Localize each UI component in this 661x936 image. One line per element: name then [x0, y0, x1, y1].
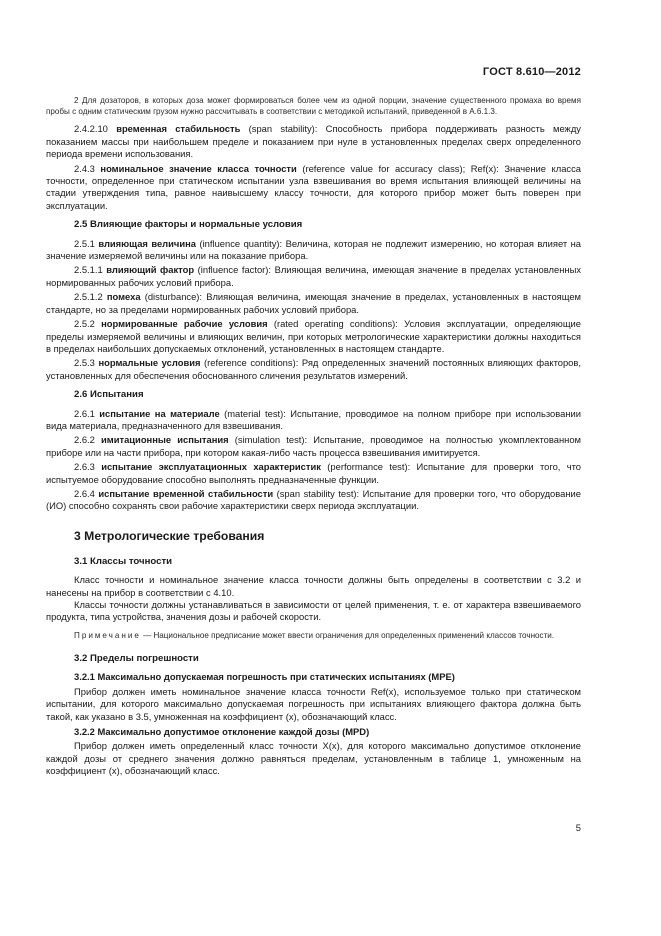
page-number: 5 [575, 822, 581, 833]
paragraph-3-1-1: Класс точности и номинальное значение класса точности должны быть определены в соответствии с 3.2 и нанесены на прибор в соответствии с 4.10. [46, 574, 581, 598]
item-number: 2.6.3 [74, 461, 95, 473]
item-number: 2.5.1.2 [74, 291, 103, 303]
item-text: (influence quantity): Величина, которая не подлежит измерению, но которая влияет на значение измеряемой величины или на показание прибора. [46, 237, 581, 262]
section-3-2-1-heading: 3.2.1 Максимально допускаемая погрешность при статических испытаниях (MPE) [74, 671, 455, 683]
definition-item [46, 163, 581, 213]
item-number: 2.5.2 [74, 318, 95, 330]
item-term: номинальное значение класса точности [100, 162, 297, 174]
item-number: 2.6.4 [74, 487, 95, 499]
item-term: временная стабильность [116, 123, 241, 135]
item-number: 2.5.1 [74, 237, 95, 249]
section-2-6-heading: 2.6 Испытания [74, 389, 144, 401]
item-text: (reference value for accuracy class); Ref(x): Значение класса точности, определенное при статическом испытании узла взвешивания во время испытания влияющей величины на стадии утверждения типа, равное наивысшему классу точности, для которого прибор может быть поверен при эксплуатации. [46, 162, 581, 211]
item-text: (disturbance): Влияющая величина, имеющая значение в пределах, установленных в настоящем стандарте, но за пределами нормированных рабочих условий прибора. [46, 291, 582, 315]
definition-item [46, 264, 581, 289]
note-2: 2 Для дозаторов, в которых доза может формироваться более чем из одной порции, значение существенного промаха во время пробы с одним статическим грузом нужно рассчитывать в соответствии с методикой испытаний, приведенной в А.6.1.3. [46, 96, 581, 117]
items-group-2-5 [46, 238, 581, 382]
note-label: Примечание [74, 630, 141, 640]
item-number: 2.4.3 [74, 162, 95, 174]
definition-item [46, 488, 581, 513]
definition-item [46, 238, 581, 263]
item-text: (simulation test): Испытание, проводимое на полностью укомплектованном приборе или на части прибора, при котором какая-либо часть процесса взвешивания имитируется. [46, 434, 581, 458]
items-group-1 [46, 123, 581, 212]
definition-item [46, 461, 581, 486]
definition-item [46, 408, 581, 433]
standard-header: ГОСТ 8.610—2012 [482, 66, 581, 78]
item-term: влияющий фактор [106, 264, 195, 276]
section-3-2-heading: 3.2 Пределы погрешности [74, 653, 199, 665]
note-text: — Национальное предписание может ввести ограничения для определенных применений классов точности. [140, 630, 555, 640]
item-text: (rated operating conditions): Условия эксплуатации, определяющие пределы измеряемой величины и влияющих величин, при которых метрологические характеристики должны находиться в пределах наибольших допускаемых отклонений, установленных в настоящем стандарте. [46, 318, 582, 354]
item-number: 2.5.1.1 [74, 264, 103, 276]
paragraph-3-1-2: Классы точности должны устанавливаться в зависимости от целей применения, т. е. от характера взвешиваемого продукта, типа устройства, значения дозы и рабочей скорости. [46, 599, 581, 623]
section-2-5-heading: 2.5 Влияющие факторы и нормальные условия [74, 219, 303, 231]
item-term: испытание на материале [99, 407, 220, 419]
definition-item [46, 291, 581, 316]
item-text: (span stability): Способность прибора поддерживать разность между показанием массы при наибольшем пределе и показанием при нуле в установленных пределах сверх определенного периода времени использования. [46, 123, 581, 160]
definition-item [46, 357, 581, 382]
section-3-2-2-heading: 3.2.2 Максимально допустимое отклонение каждой дозы (MPD) [74, 726, 370, 738]
paragraph-3-2-2: Прибор должен иметь определенный класс точности X(x), для которого максимально допустимое отклонение каждой дозы от среднего значения должно равняться пределам, установленным в таблице 1, умноженным на коэффициент (x), обозначающий класс. [46, 740, 581, 777]
items-group-2-6 [46, 408, 581, 513]
item-text: (material test): Испытание, проводимое на полном приборе при использовании вида материала, предназначенного для взвешивания. [46, 407, 582, 431]
definition-item [46, 434, 581, 459]
item-term: испытание временной стабильности [98, 487, 274, 499]
item-number: 2.6.2 [74, 434, 95, 446]
item-number: 2.5.3 [74, 357, 95, 369]
item-text: (influence factor): Влияющая величина, имеющая значение в пределах установленных нормированных рабочих условий прибора. [46, 264, 582, 288]
item-term: влияющая величина [98, 237, 196, 249]
paragraph-3-2-1: Прибор должен иметь номинальное значение класса точности Ref(x), используемое только при статическом испытании, для которого максимально допускаемая погрешность при испытаниях влияющего фактора должна быть такой, как указано в 3.5, умноженная на коэффициент (x), обозначающий класс. [46, 685, 581, 722]
definition-item [46, 318, 581, 355]
item-term: нормированные рабочие условия [101, 318, 268, 330]
item-text: (reference conditions): Ряд определенных значений постоянных влияющих факторов, установленных для обеспечения обоснованного сличения результатов измерений. [46, 357, 581, 381]
item-text: (span stability test): Испытание для проверки того, что оборудование (ИО) способно сохранять свои рабочие характеристики сверх периода эксплуатации. [46, 487, 581, 512]
section-3-heading: 3 Метрологические требования [74, 528, 265, 543]
item-term: помеха [106, 291, 141, 303]
definition-item [46, 123, 581, 160]
item-term: имитационные испытания [101, 434, 229, 446]
item-number: 2.4.2.10 [74, 123, 108, 135]
item-term: нормальные условия [98, 357, 201, 369]
page-content [46, 95, 581, 778]
section-3-1-heading: 3.1 Классы точности [74, 555, 173, 567]
item-text: (performance test): Испытание для проверки того, что испытуемое оборудование способно выполнять предназначенные функции. [46, 461, 581, 485]
note-3-1 [46, 630, 581, 641]
item-number: 2.6.1 [74, 407, 95, 419]
item-term: испытание эксплуатационных характеристик [101, 461, 321, 473]
